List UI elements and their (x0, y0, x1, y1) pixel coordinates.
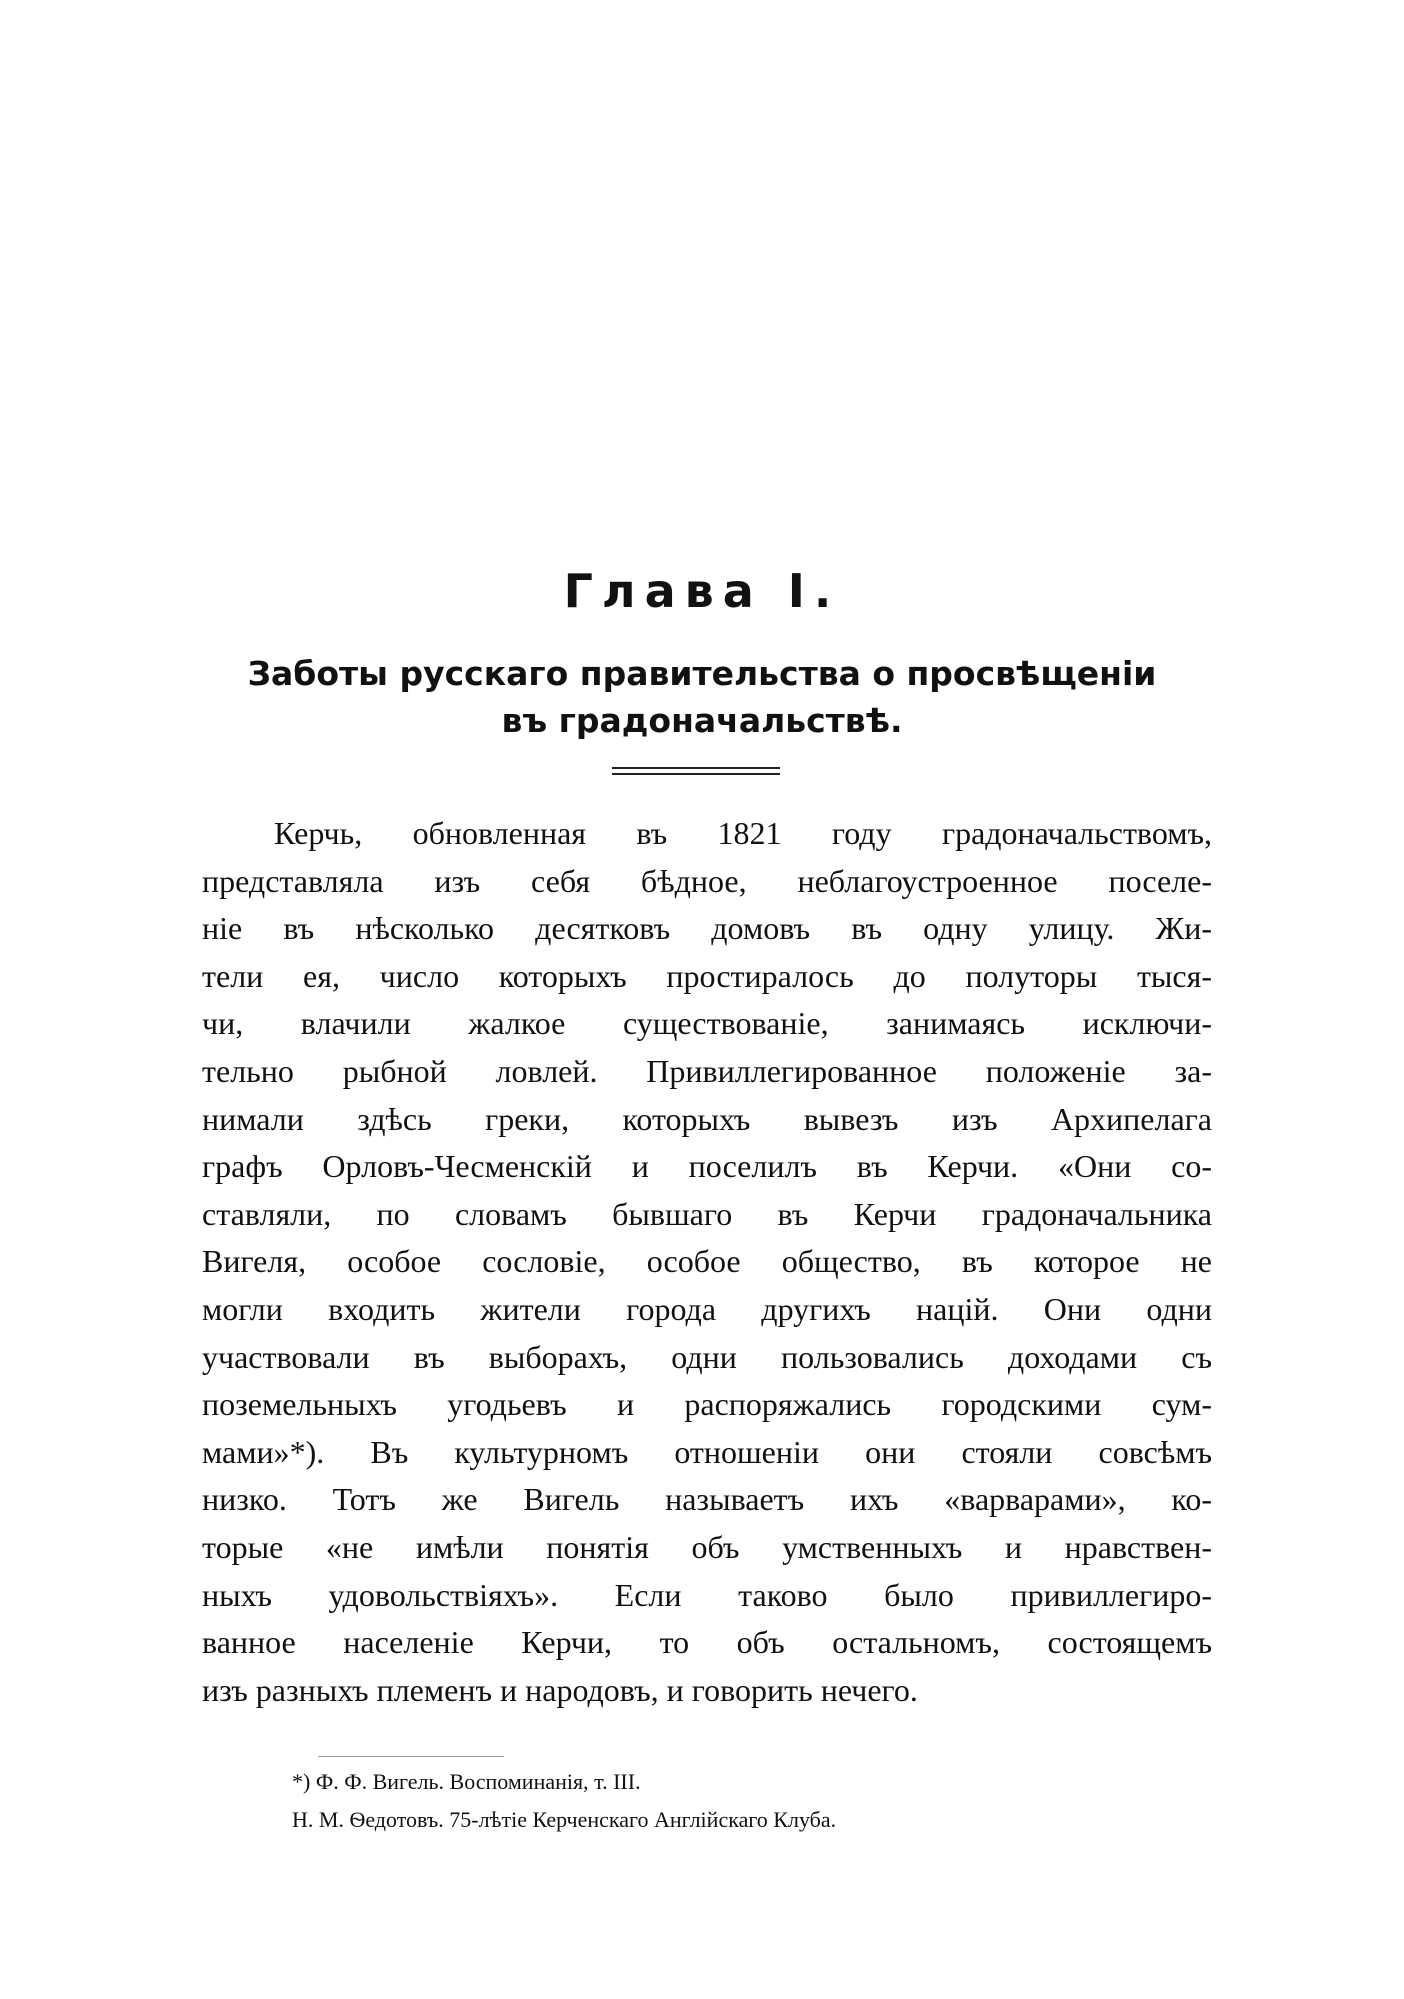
body-line: торые «не имѣли понятiя объ умственныхъ и нравствен- (202, 1528, 1212, 1565)
body-line: мами»*). Въ культурномъ отношенiи они стояли совсѣмъ (202, 1433, 1212, 1470)
footnote: *) Ф. Ф. Вигель. Воспоминанiя, т. III. (292, 1769, 641, 1794)
body-line: чи, влачили жалкое существованiе, занимаясь исключи- (202, 1005, 1212, 1042)
footnote-separator (318, 1756, 504, 1757)
body-line: нiе въ нѣсколько десятковъ домовъ въ одну улицу. Жи- (202, 910, 1212, 947)
body-line: Вигеля, особое сословiе, особое общество, въ которое не (202, 1243, 1212, 1280)
body-line: участвовали въ выборахъ, одни пользовались доходами съ (202, 1338, 1212, 1375)
body-line: низко. Тотъ же Вигель называетъ ихъ «варварами», ко- (202, 1481, 1212, 1518)
title-divider (612, 767, 780, 775)
subtitle-line: Заботы русскаго правительства о просвѣщенiи (247, 654, 1157, 693)
body-line: изъ разныхъ племенъ и народовъ, и говорить нечего. (202, 1671, 918, 1708)
body-line: ванное населенiе Керчи, то объ остальномъ, состоящемъ (202, 1624, 1212, 1661)
body-line: могли входить жители города другихъ нацiй. Они одни (202, 1290, 1212, 1327)
footnote: Н. М. Ѳедотовъ. 75-лѣтiе Керченскаго Англiйскаго Клуба. (292, 1807, 837, 1832)
body-line: ныхъ удовольствiяхъ». Если таково было привиллегиро- (202, 1576, 1212, 1613)
body-line: представляла изъ себя бѣдное, неблагоустроенное поселе- (202, 862, 1212, 899)
body-line: ставляли, по словамъ бывшаго въ Керчи градоначальника (202, 1195, 1212, 1232)
body-line: тельно рыбной ловлей. Привиллегированное положенiе за- (202, 1052, 1212, 1089)
body-line: графъ Орловъ-Чесменскiй и поселилъ въ Керчи. «Они со- (202, 1148, 1212, 1185)
body-line: тели ея, число которыхъ простиралось до полуторы тыся- (202, 957, 1212, 994)
body-line: Керчь, обновленная въ 1821 году градоначальствомъ, (274, 815, 1212, 851)
body-paragraph (202, 810, 1212, 1714)
subtitle-line: въ градоначальствѣ. (501, 701, 903, 740)
footnotes (292, 1763, 1092, 1839)
chapter-subtitle (180, 650, 1224, 744)
body-line: нимали здѣсь греки, которыхъ вывезъ изъ Архипелага (202, 1100, 1212, 1137)
chapter-title: Глава I. (563, 564, 841, 618)
body-line: поземельныхъ угодьевъ и распоряжались городскими сум- (202, 1386, 1212, 1423)
